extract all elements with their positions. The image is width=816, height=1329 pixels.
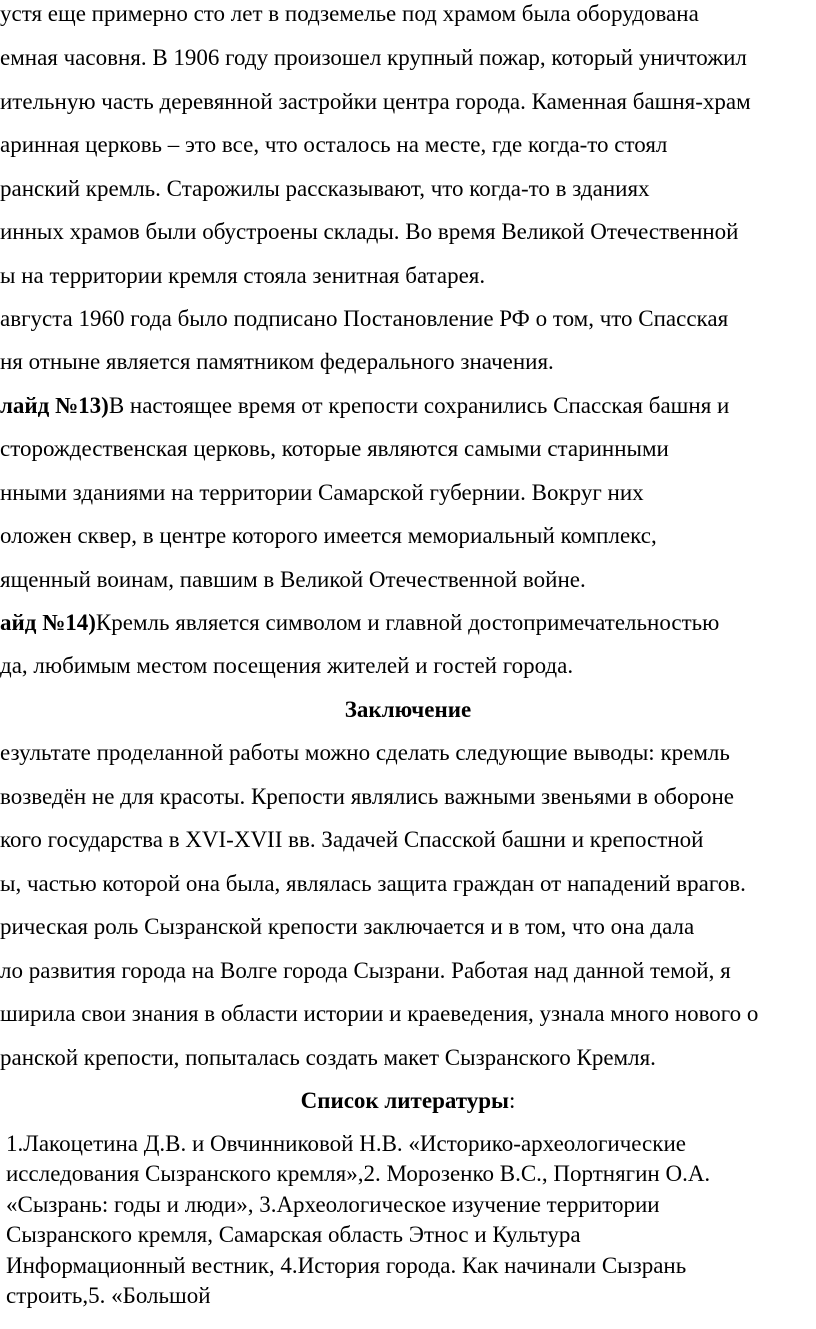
conclusion-line-3: кого государства в XVI-XVII вв. Задачей Спасской башни и крепостной xyxy=(0,827,704,852)
references-line-1: 1.Лакоцетина Д.В. и Овчинниковой Н.В. «Историко-археологические xyxy=(6,1131,686,1156)
conclusion-line-7: ширила свои знания в области истории и краеведения, узнала много нового о xyxy=(0,1001,759,1026)
paragraph-1-line-7: ы на территории кремля стояла зенитная батарея. xyxy=(0,263,486,288)
conclusion-line-5: рическая роль Сызранской крепости заключается и в том, что она дала xyxy=(0,914,695,939)
references-line-6: строить,5. «Большой xyxy=(6,1283,211,1308)
slide-13-line-5: ященный воинам, павшим в Великой Отечественной войне. xyxy=(0,567,586,592)
references-line-5: Информационный вестник, 4.История города. Как начинали Сызрань xyxy=(6,1253,687,1278)
slide-14-line-2: да, любимым местом посещения жителей и гостей города. xyxy=(0,653,574,678)
slide-13-text: В настоящее время от крепости сохранились Спасская башня и xyxy=(108,393,730,418)
slide-13-line-2: сторождественская церковь, которые являются самыми старинными xyxy=(0,436,669,461)
conclusion-line-8: ранской крепости, попыталась создать макет Сызранского Кремля. xyxy=(0,1045,656,1070)
slide-14-text: Кремль является символом и главной достопримечательностью xyxy=(95,610,720,635)
conclusion-heading: Заключение xyxy=(344,697,472,722)
references-line-3: «Сызрань: годы и люди», 3.Археологическое изучение территории xyxy=(6,1192,660,1217)
slide-14-line-1 xyxy=(0,609,719,637)
references-heading-colon: : xyxy=(509,1088,516,1113)
slide-13-line-1 xyxy=(0,392,729,420)
paragraph-2-line-2: ня отныне является памятником федерального значения. xyxy=(0,349,554,374)
slide-13-label: лайд №13) xyxy=(0,393,109,418)
slide-13-line-3: нными зданиями на территории Самарской губернии. Вокруг них xyxy=(0,480,644,505)
references-heading-line xyxy=(0,1087,816,1115)
references-line-4: Сызранского кремля, Самарская область Этнос и Культура xyxy=(6,1222,581,1247)
slide-14-label: айд №14) xyxy=(0,610,96,635)
references-line-2: исследования Сызранского кремля»,2. Морозенко В.С., Портнягин О.А. xyxy=(6,1161,711,1186)
conclusion-line-1: езультате проделанной работы можно сделать следующие выводы: кремль xyxy=(0,740,730,765)
paragraph-1-line-1: устя еще примерно сто лет в подземелье под храмом была оборудована xyxy=(0,1,699,26)
slide-13-line-4: оложен сквер, в центре которого имеется мемориальный комплекс, xyxy=(0,523,657,548)
paragraph-1-line-2: емная часовня. В 1906 году произошел крупный пожар, который уничтожил xyxy=(0,45,747,70)
paragraph-1-line-4: аринная церковь – это все, что осталось на месте, где когда-то стоял xyxy=(0,132,668,157)
references-heading: Список литературы xyxy=(300,1088,510,1113)
paragraph-2-line-1: августа 1960 года было подписано Постановление РФ о том, что Спасская xyxy=(0,306,729,331)
conclusion-line-4: ы, частью которой она была, являлась защита граждан от нападений врагов. xyxy=(0,871,746,896)
conclusion-line-6: ло развития города на Волге города Сызрани. Работая над данной темой, я xyxy=(0,958,731,983)
paragraph-1-line-6: инных храмов были обустроены склады. Во время Великой Отечественной xyxy=(0,219,739,244)
paragraph-1-line-5: ранский кремль. Старожилы рассказывают, что когда-то в зданиях xyxy=(0,176,650,201)
paragraph-1-line-3: ительную часть деревянной застройки центра города. Каменная башня-храм xyxy=(0,89,751,114)
conclusion-line-2: возведён не для красоты. Крепости являлись важными звеньями в обороне xyxy=(0,784,735,809)
